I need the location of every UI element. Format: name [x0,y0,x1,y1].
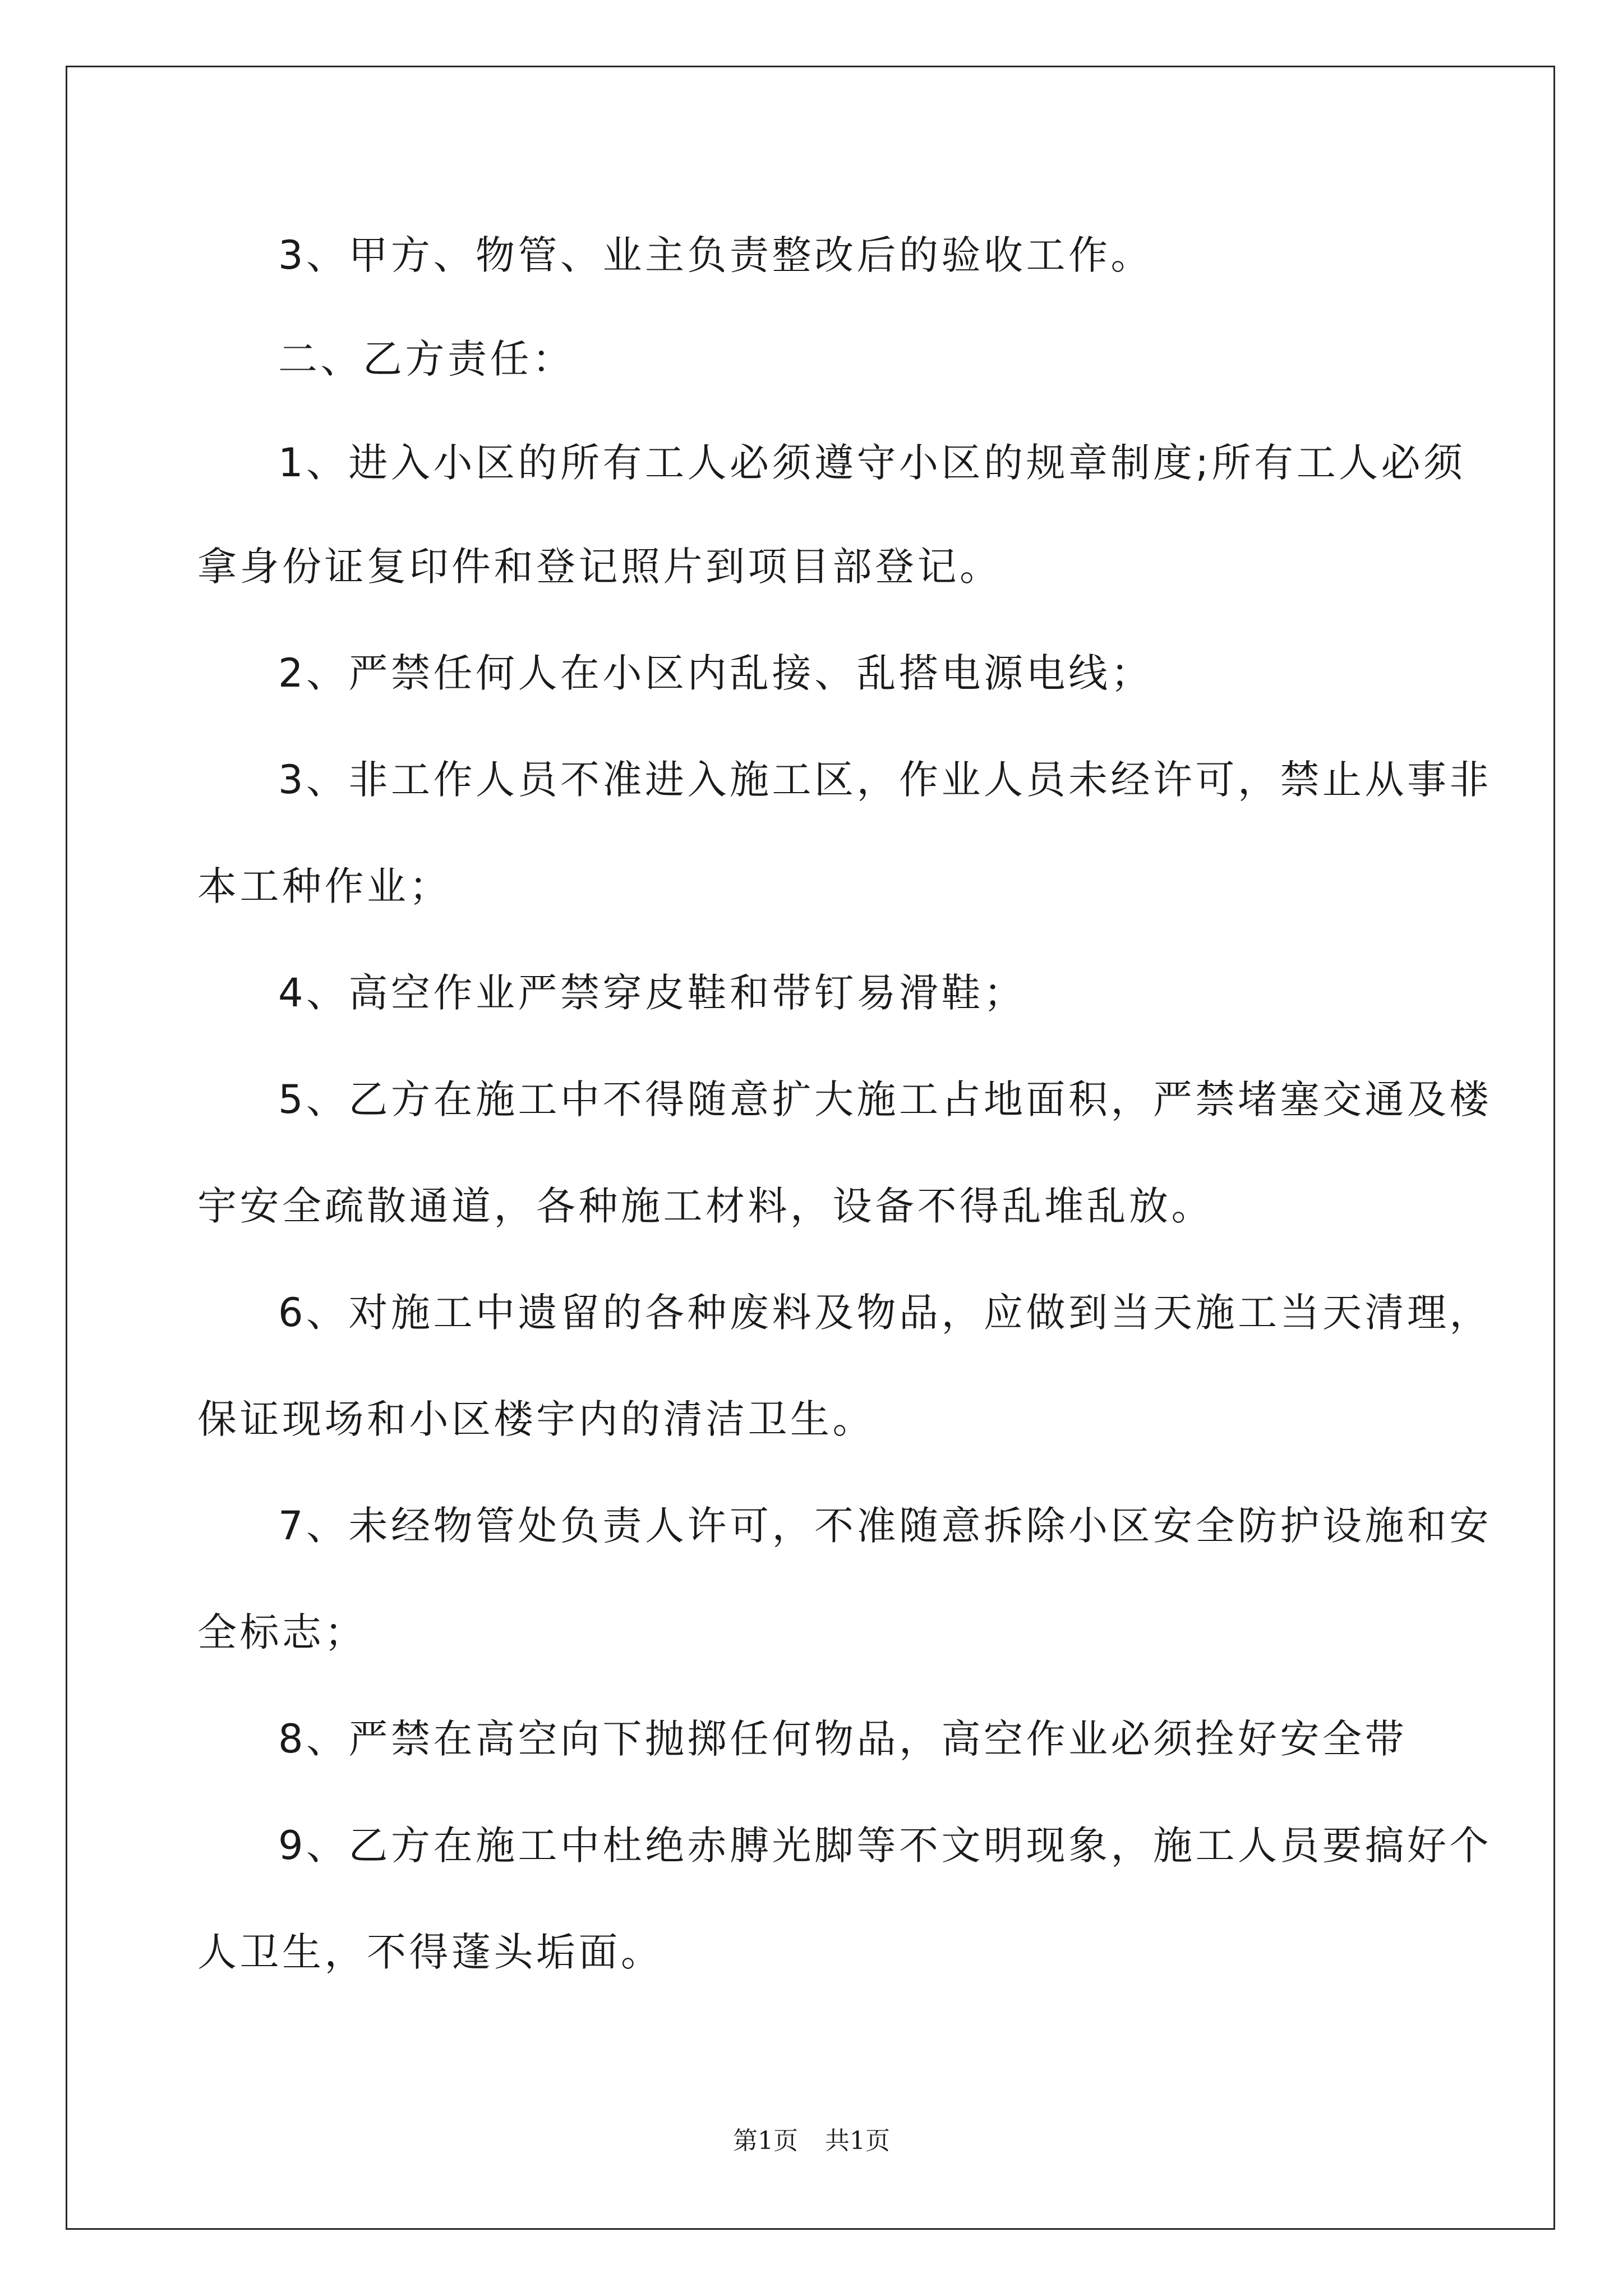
paragraph-9-cont: 全标志； [197,1609,367,1655]
paragraph-10: 8、严禁在高空向下抛掷任何物品，高空作业必须拴好安全带 [278,1716,1408,1762]
paragraph-3-cont: 拿身份证复印件和登记照片到项目部登记。 [197,544,1002,590]
paragraph-6: 4、高空作业严禁穿皮鞋和带钉易滑鞋； [278,970,1026,1016]
page-border [66,66,1555,2230]
page-footer [0,2120,1623,2156]
paragraph-5: 3、非工作人员不准进入施工区，作业人员未经许可，禁止从事非 [278,757,1492,803]
paragraph-3: 1、进入小区的所有工人必须遵守小区的规章制度;所有工人必须 [278,440,1466,486]
paragraph-7-cont: 宇安全疏散通道，各种施工材料，设备不得乱堆乱放。 [197,1183,1214,1229]
paragraph-4: 2、严禁任何人在小区内乱接、乱搭电源电线； [278,650,1154,696]
page-number-total: 共1页 [825,2127,890,2155]
paragraph-11-cont: 人卫生，不得蓬头垢面。 [197,1929,663,1975]
paragraph-8-cont: 保证现场和小区楼宇内的清洁卫生。 [197,1396,875,1442]
paragraph-7: 5、乙方在施工中不得随意扩大施工占地面积，严禁堵塞交通及楼 [278,1076,1492,1122]
paragraph-11: 9、乙方在施工中杜绝赤膊光脚等不文明现象，施工人员要搞好个 [278,1823,1492,1869]
paragraph-1: 3、甲方、物管、业主负责整改后的验收工作。 [278,232,1154,278]
paragraph-5-cont: 本工种作业； [197,863,451,909]
paragraph-9: 7、未经物管处负责人许可，不准随意拆除小区安全防护设施和安 [278,1503,1492,1549]
page-number-current: 第1页 [733,2127,798,2155]
paragraph-8: 6、对施工中遗留的各种废料及物品，应做到当天施工当天清理， [278,1290,1492,1336]
paragraph-2: 二、乙方责任： [278,336,575,382]
